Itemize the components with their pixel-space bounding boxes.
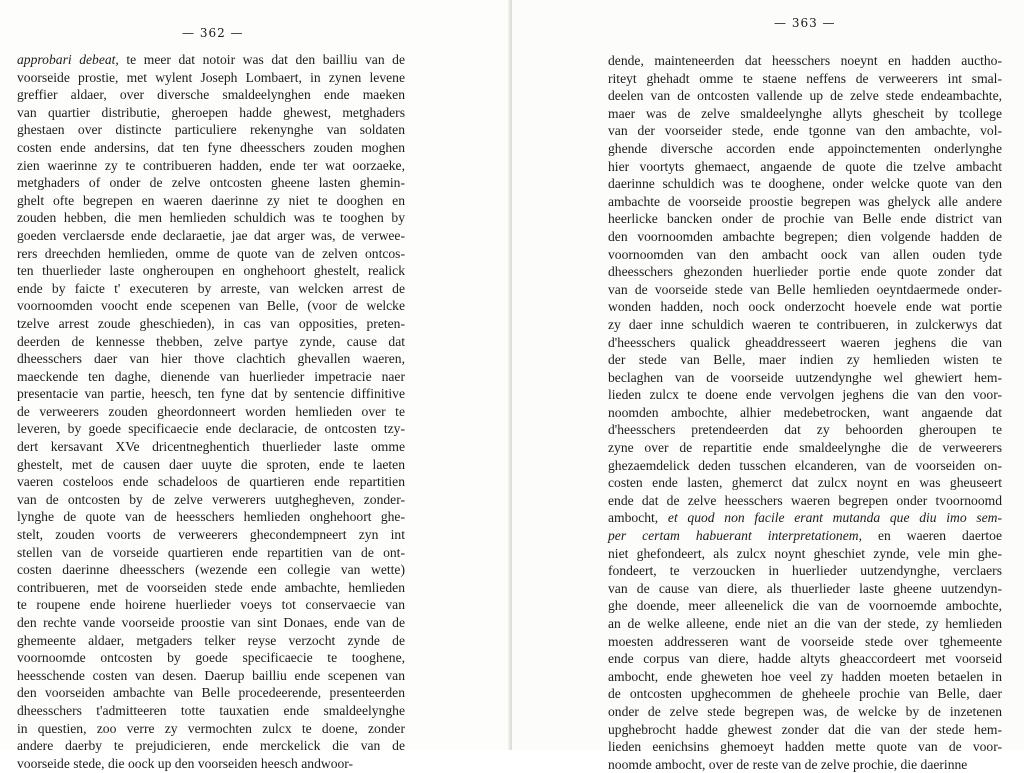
text-line: stellen van de vorseide quartieren ende repartitien van de ont-	[17, 544, 405, 560]
text-line: dheesschers ghezonden huerlieder portie ende quote zonder dat	[608, 264, 1002, 280]
text-line: maer was de zelve smaldeelynghe allyts ghescheit by tcollege	[608, 105, 1002, 121]
text-line: riteyt ghehadt omme te staene neffens de verweerers int smal-	[608, 70, 1002, 86]
text-line: leveren, by goede specificaecie ende declaracie, de ontcosten tzy-	[17, 421, 405, 437]
text-line: approbari debeat, te meer dat notoir was dat den bailliu van de	[17, 52, 405, 67]
page-number: — 362 —	[182, 26, 244, 40]
text-line: beclaghen van de voorseide uutzendynghe wel ghewiert hem-	[608, 369, 1002, 385]
text-line: zyne over de repartitie ende smaldeelynghe die de verweerers	[608, 440, 1002, 456]
text-line: ghemeente aldaer, metgaders telker reyse verzocht zynde de	[17, 632, 405, 648]
text-line: ghelt ofte begrepen en waeren daerinne zy niet te dooghen en	[17, 192, 405, 208]
text-line: rers dreechden hemlieden, omme de quote van de zelven ontcos-	[17, 245, 405, 261]
page-number: — 363 —	[774, 16, 836, 30]
text-line: zy daer inne schuldich waeren te contribueren, in zulckerwys dat	[608, 316, 1002, 332]
text-line: heesschende costen van desen. Daerup bailliu ende scepenen van	[17, 667, 405, 683]
left-page	[0, 0, 512, 771]
text-line: maeckende ten daghe, dienende van huerlieder impetracie naer	[17, 368, 405, 384]
text-line: moesten addresseren want de voorseide stede over tghemeente	[608, 633, 1002, 649]
text-line: zouden hebben, die men hemlieden schuldich was te tooghen by	[17, 210, 405, 226]
latin-phrase: et quod non facile erant mutanda que diu imo sem-	[667, 510, 1003, 526]
text-line: d'heesschers pretendeerden dat zy behoorden gheroupen te	[608, 422, 1002, 438]
text-line: costen ende lasten, ghemerct dat zulcx noynt en was gheuseert	[608, 475, 1002, 491]
text-line: vaeren costeloos ende schadeloos de quartieren ende repartitien	[17, 474, 405, 490]
text-line: den voornoomden ambachte begrepen; dien volgende hadden de	[608, 228, 1002, 244]
text-line: dert kersavant XVe dricentneghentich thuerlieder laste omme	[17, 439, 405, 455]
text-line: voornoomden van den ambacht oock van allen ouden tyde	[608, 246, 1002, 262]
text-line: presentacie van partie, heesch, ten fyne dat by sentencie diffinitive	[17, 386, 405, 402]
text-line: noomden ambochte, alhier medebetrocken, want angaende dat	[608, 404, 1002, 420]
text-line: der stede van Belle, maer indien zy hemlieden wisten te	[608, 352, 1002, 368]
text-line: ghe doende, meer alleenelick die van de voornoemde ambochte,	[608, 598, 1002, 614]
text-line: ambocht, ende gheweten hoe veel zy hadden moeten betaelen in	[608, 668, 1002, 684]
text-line: voornoomden voocht ende scepenen van Belle, (voor de welcke	[17, 298, 405, 314]
text-line: noomde ambocht, over de reste van de zelve prochie, die daerinne	[608, 756, 968, 772]
text-line: de verweerers zouden gheordonneert worden hemlieden over te	[17, 403, 405, 419]
text-line: dheesschers t'admitteeren totte tauxatien ende smaldeelynghe	[17, 702, 405, 718]
text-line: van quartier distributie, gheroepen hadde ghewest, metghaders	[17, 104, 405, 120]
text-line: an de welke alleene, ende niet an die van der stede, zy hemlieden	[608, 616, 1002, 631]
text-line: upghebrocht hadde ghewest zonder dat die van der stede hem-	[608, 721, 1002, 737]
text-line: andere daerby te prejudicieren, ende merckelick die van de	[17, 738, 405, 754]
text-line: te roupene ende hoirene huerlieder voeys tot conservaecie van	[17, 597, 405, 613]
text-line: in questien, zoo verre zy vermochten zulcx te doene, zonder	[17, 720, 405, 736]
text-line: costen daerinne dheesschers (wezende een collegie van wette)	[17, 562, 405, 578]
text-line: dheesschers daer van hier thove clachtich ghevallen waeren,	[17, 351, 405, 367]
text-line: ghestaen over distincte particuliere rekenynghe van soldaten	[17, 122, 405, 138]
text-line: ten thuerlieder laste ongheroupen en onghehoort ghestelt, realick	[17, 263, 405, 279]
text-line: den rechte vande voorseide proostie van sint Donaes, ende van de	[17, 615, 405, 630]
text-line: goeden verclaersde ende declaraetie, jae dat arger was, de verwee-	[17, 227, 405, 243]
text-line: van de cause van diere, als thuerlieder laste gheene uutzendyn-	[608, 580, 1002, 596]
text-line: voornoomde ontcosten by goede specificaecie te tooghene,	[17, 650, 405, 666]
text-line: den voorseiden ambachte van Belle procedeerende, presenteerden	[17, 685, 405, 701]
text-line: lynghe de quote van de heesschers hemlieden onghehoort ghe-	[17, 509, 405, 525]
text-line: stelt, zouden voorts de verweerers ghecondempneert zyn int	[17, 527, 405, 543]
text-line: greffier aldaer, over diversche smaldeelynghen ende maeken	[17, 87, 405, 103]
latin-phrase: per certam habuerant interpretationem,	[608, 528, 862, 544]
text-line: ghezaemdelick deden tusschen elcanderen, van de voorseiden on-	[608, 457, 1002, 473]
text-line: ende dat de zelve heesschers waeren begrepen onder tvoornoomd	[608, 492, 1002, 508]
text-line: deerden de kennesse thebben, zelve partye zynde, cause dat	[17, 333, 405, 349]
text-line: ambachte de voorseide proostie begrepen was ghelyck alle andere	[608, 193, 1002, 209]
text-line: voorseide prostie, met wylent Joseph Lombaert, in zynen levene	[17, 69, 405, 85]
text-line: fondeert, te verzoucken in huerlieder uutzendynghe, verclaers	[608, 563, 1002, 579]
text-line: ende corpus van diere, hadde altyts gheaccordeert met voorseid	[608, 651, 1002, 667]
text-line: dende, mainteneerden dat heesschers noeynt en hadden auctho-	[608, 53, 1002, 68]
text-line: lieden zulcx te doene ende vervolgen jeghens die van den voor-	[608, 387, 1002, 403]
text-line: tzelve arrest zoude gheschieden), in cas van opposities, preten-	[17, 315, 405, 331]
text-line: ende by faicte t' executeren by arreste, van welcken arrest de	[17, 280, 405, 296]
text-line: deelen van de ontcosten vallende up de zelve stede endeambachte,	[608, 88, 1002, 104]
text-line: voorseide stede, die oock up den voorseiden heesch andwoor-	[17, 755, 354, 771]
text-line: heerlicke bancken onder de prochie van Belle ende district van	[608, 211, 1002, 227]
text-line: d'heesschers qualick gheaddresseert waeren jeghens die van	[608, 334, 1002, 350]
text-line: costen ende andersins, dat ten fyne dheesschers zouden moghen	[17, 139, 405, 155]
text-line: ghende diversche accorden ende appoinctementen onderlynghe	[608, 140, 1002, 156]
text-line: wonden hadden, noch oock onderzocht hoevele ende wat portie	[608, 299, 1002, 315]
text-line: van de voorseide stede van Belle hemlieden oeyntdaermede onder-	[608, 281, 1002, 297]
page-body-text	[17, 51, 405, 772]
text-line: lieden eenichsins ghemoeyt hadden mette quote van de voor-	[608, 739, 1002, 755]
text-line: zien waerinne zy te contribueren hadden, ende ter wat oorzaeke,	[17, 157, 405, 173]
text-line: per certam habuerant interpretationem, en waeren daertoe	[608, 528, 1002, 544]
text-line: ambocht, et quod non facile erant mutanda que diu imo sem-	[608, 510, 1003, 526]
text-line: van der voorseider stede, ende tgonne van den ambachte, vol-	[608, 123, 1002, 139]
text-line: de ontcosten upghecommen de gheheele prochie van Belle, daer	[608, 686, 1002, 702]
latin-phrase: approbari debeat,	[17, 52, 119, 67]
text-line: onder de zelve stede begrepen was, de welcke by de inzetenen	[608, 703, 1002, 719]
text-line: hier voortyts ghemaect, angaende de quote die tzelve ambacht	[608, 158, 1002, 174]
text-line: van de ontcosten by de zelve verwerers uutghegheven, zonder-	[17, 491, 405, 507]
text-line: metghaders of onder de zelve ontcosten gheene lasten ghemin-	[17, 175, 405, 191]
right-page	[512, 0, 1024, 772]
page-body-text	[608, 52, 1002, 773]
text-line: ghestelt, met de causen daer uuyte die sproten, ende te laeten	[17, 456, 405, 472]
text-line: niet ghefondeert, als zulcx noynt gheschiet zynde, vele min ghe-	[608, 545, 1002, 561]
text-line: daerinne schuldich was te dooghene, onder welcke quote van den	[608, 176, 1002, 192]
text-line: contribueren, met de voorseiden stede ende ambachte, hemlieden	[17, 579, 405, 595]
